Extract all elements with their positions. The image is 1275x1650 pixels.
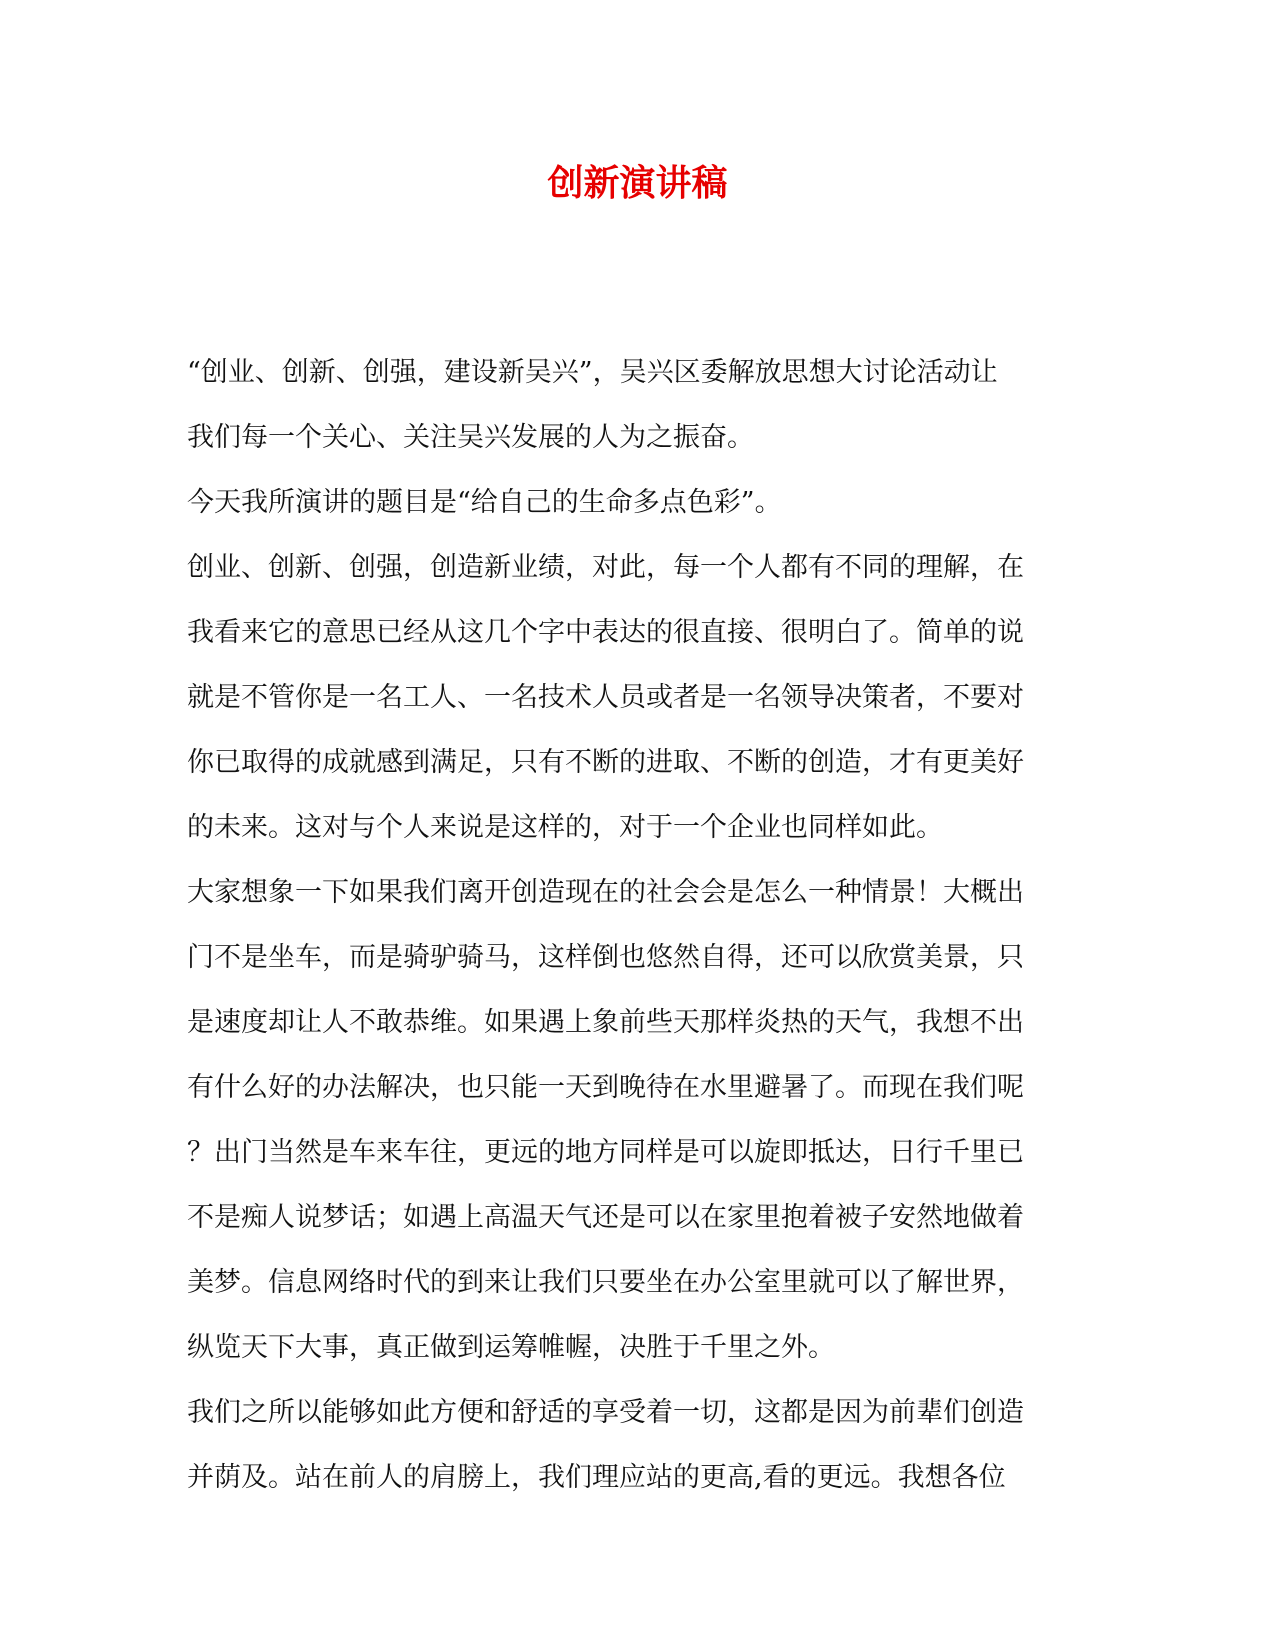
body-line: 就是不管你是一名工人、一名技术人员或者是一名领导决策者，不要对 — [187, 682, 1024, 713]
body-line: 创业、创新、创强，创造新业绩，对此，每一个人都有不同的理解，在 — [187, 552, 1024, 583]
body-line: 美梦。信息网络时代的到来让我们只要坐在办公室里就可以了解世界， — [187, 1267, 1024, 1298]
body-line: 我们之所以能够如此方便和舒适的享受着一切，这都是因为前辈们创造 — [187, 1397, 1024, 1428]
body-line: 是速度却让人不敢恭维。如果遇上象前些天那样炎热的天气，我想不出 — [187, 1007, 1024, 1038]
body-line: ？出门当然是车来车往，更远的地方同样是可以旋即抵达，日行千里已 — [187, 1137, 1024, 1168]
body-line: 的未来。这对与个人来说是这样的，对于一个企业也同样如此。 — [187, 812, 943, 843]
body-line: 大家想象一下如果我们离开创造现在的社会会是怎么一种情景！大概出 — [187, 877, 1024, 908]
document-title: 创新演讲稿 — [547, 162, 728, 204]
document-body — [187, 340, 1087, 1510]
body-line: 你已取得的成就感到满足，只有不断的进取、不断的创造，才有更美好 — [187, 747, 1024, 778]
body-line: 纵览天下大事，真正做到运筹帷幄，决胜于千里之外。 — [187, 1332, 835, 1363]
body-line: 我们每一个关心、关注吴兴发展的人为之振奋。 — [187, 422, 754, 453]
body-line: 今天我所演讲的题目是“给自己的生命多点色彩”。 — [187, 487, 782, 518]
body-line: 并荫及。站在前人的肩膀上，我们理应站的更高,看的更远。我想各位 — [187, 1462, 1006, 1493]
body-line: “创业、创新、创强，建设新吴兴”，吴兴区委解放思想大讨论活动让 — [187, 357, 998, 388]
body-line: 我看来它的意思已经从这几个字中表达的很直接、很明白了。简单的说 — [187, 617, 1024, 648]
body-line: 不是痴人说梦话；如遇上高温天气还是可以在家里抱着被子安然地做着 — [187, 1202, 1024, 1233]
body-line: 有什么好的办法解决，也只能一天到晚待在水里避暑了。而现在我们呢 — [187, 1072, 1024, 1103]
body-line: 门不是坐车，而是骑驴骑马，这样倒也悠然自得，还可以欣赏美景，只 — [187, 942, 1024, 973]
